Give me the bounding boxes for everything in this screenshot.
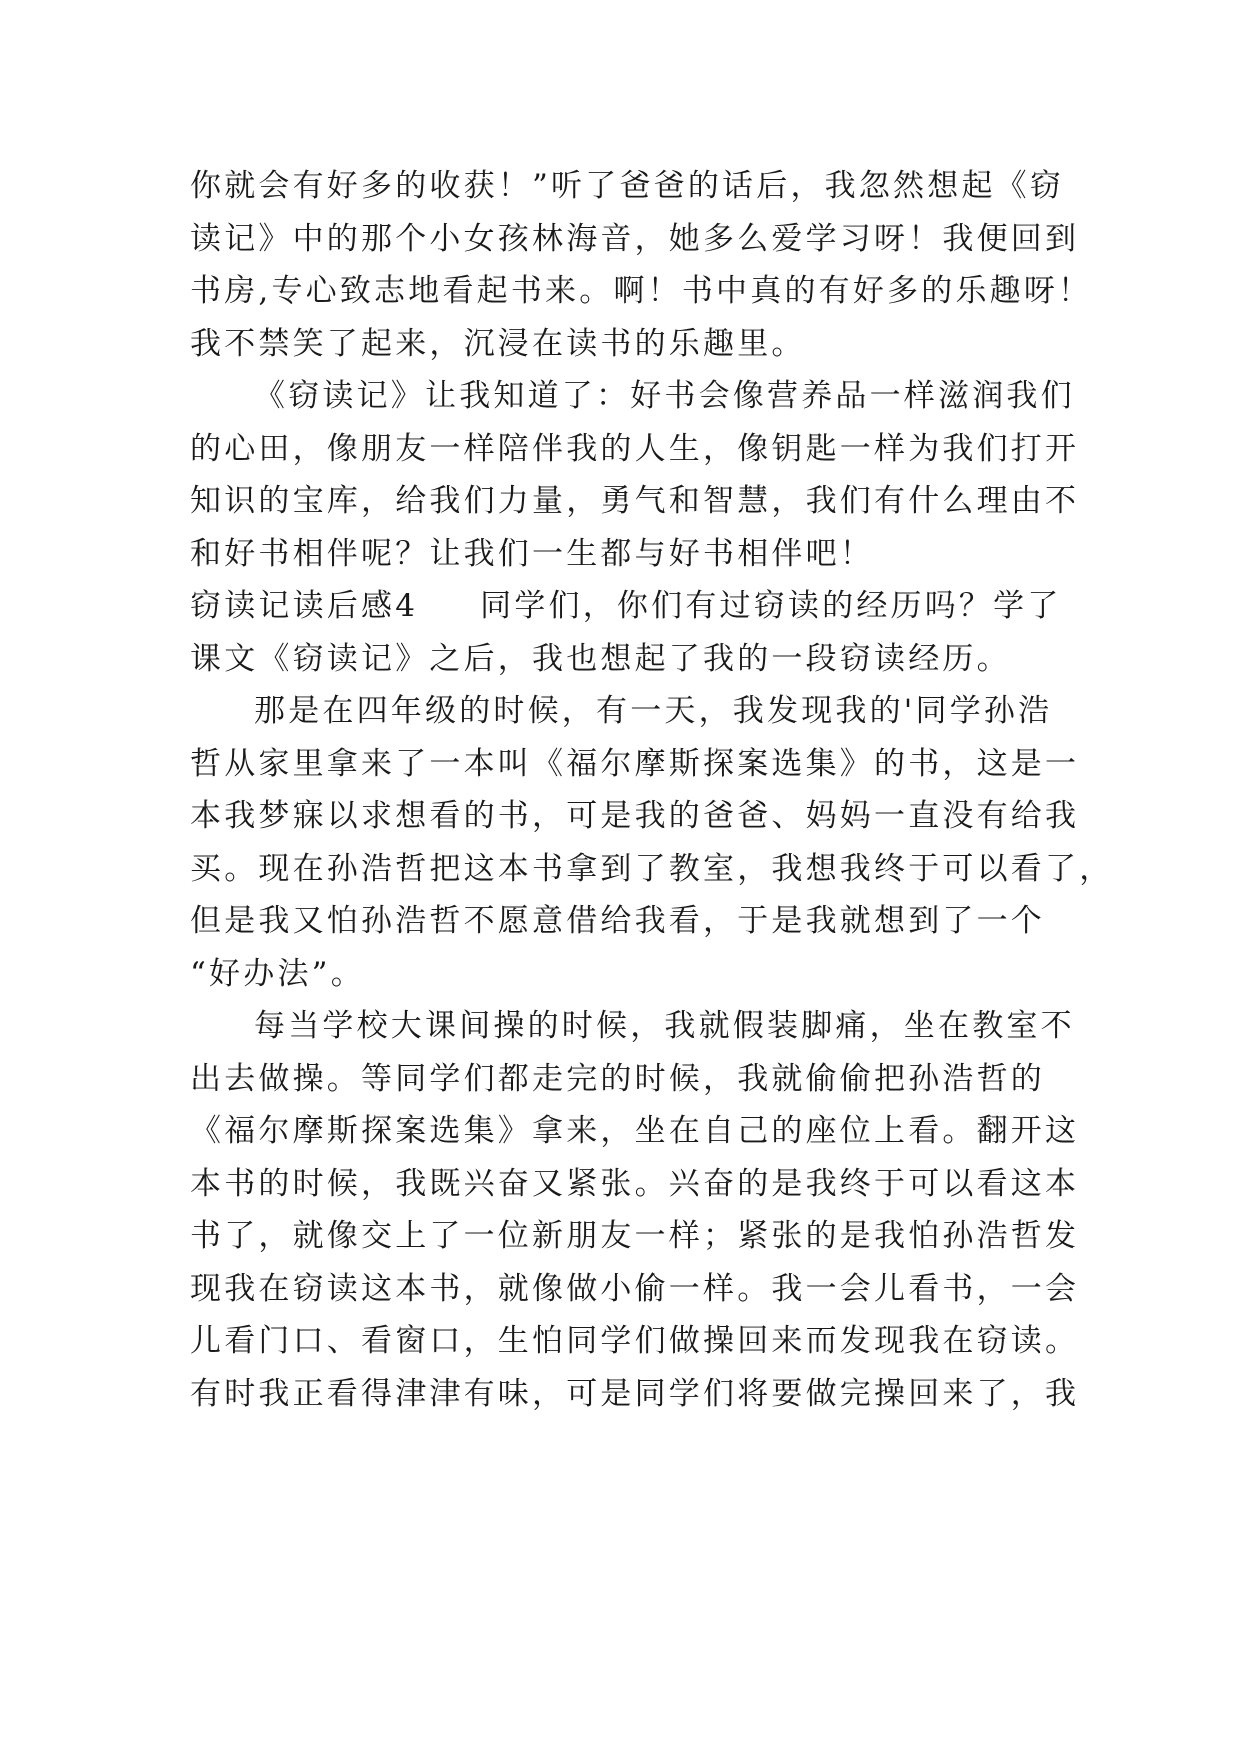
- text-line: 每当学校大课间操的时候，我就假装脚痛，坐在教室不: [254, 1008, 1075, 1044]
- text-line: 书房,专心致志地看起书来。啊！书中真的有好多的乐趣呀！: [190, 273, 1093, 309]
- text-line: 本我梦寐以求想看的书，可是我的爸爸、妈妈一直没有给我: [190, 798, 1080, 834]
- body-text: [190, 160, 1114, 1420]
- heading-trailing-text: 同学们，你们有过窃读的经历吗？学了: [480, 588, 1062, 624]
- text-line: 我不禁笑了起来，沉浸在读书的乐趣里。: [190, 325, 806, 362]
- text-line: 的心田，像朋友一样陪伴我的人生，像钥匙一样为我们打开: [190, 430, 1080, 467]
- text-line: 有时我正看得津津有味，可是同学们将要做完操回来了，我: [190, 1375, 1080, 1412]
- text-line: 《窃读记》让我知道了：好书会像营养品一样滋润我们: [254, 378, 1075, 414]
- text-line: “好办法”。: [190, 955, 365, 992]
- text-line: 本书的时候，我既兴奋又紧张。兴奋的是我终于可以看这本: [190, 1165, 1080, 1202]
- text-line: 买。现在孙浩哲把这本书拿到了教室，我想我终于可以看了，: [190, 850, 1114, 887]
- text-line: 读记》中的那个小女孩林海音，她多么爱学习呀！我便回到: [190, 220, 1080, 257]
- text-line: 书了，就像交上了一位新朋友一样；紧张的是我怕孙浩哲发: [190, 1218, 1080, 1254]
- text-line: 和好书相伴呢？让我们一生都与好书相伴吧！: [190, 535, 874, 572]
- text-line: 现我在窃读这本书，就像做小偷一样。我一会儿看书，一会: [190, 1270, 1080, 1307]
- section-heading-line: [190, 580, 1070, 633]
- text-line: 哲从家里拿来了一本叫《福尔摩斯探案选集》的书，这是一: [190, 745, 1080, 782]
- text-line: 知识的宝库，给我们力量，勇气和智慧，我们有什么理由不: [190, 483, 1080, 519]
- text-line: 那是在四年级的时候，有一天，我发现我的'同学孙浩: [254, 693, 1053, 729]
- text-line: 但是我又怕孙浩哲不愿意借给我看，于是我就想到了一个: [190, 903, 1045, 939]
- text-line: 《福尔摩斯探案选集》拿来，坐在自己的座位上看。翻开这: [190, 1113, 1080, 1149]
- section-heading: 窃读记读后感4: [190, 588, 419, 624]
- text-line: 你就会有好多的收获！”听了爸爸的话后，我忽然想起《窃: [190, 168, 1065, 204]
- text-line: 出去做操。等同学们都走完的时候，我就偷偷把孙浩哲的: [190, 1060, 1045, 1097]
- text-line: 儿看门口、看窗口，生怕同学们做操回来而发现我在窃读。: [190, 1323, 1080, 1359]
- text-line: 课文《窃读记》之后，我也想起了我的一段窃读经历。: [190, 640, 1011, 677]
